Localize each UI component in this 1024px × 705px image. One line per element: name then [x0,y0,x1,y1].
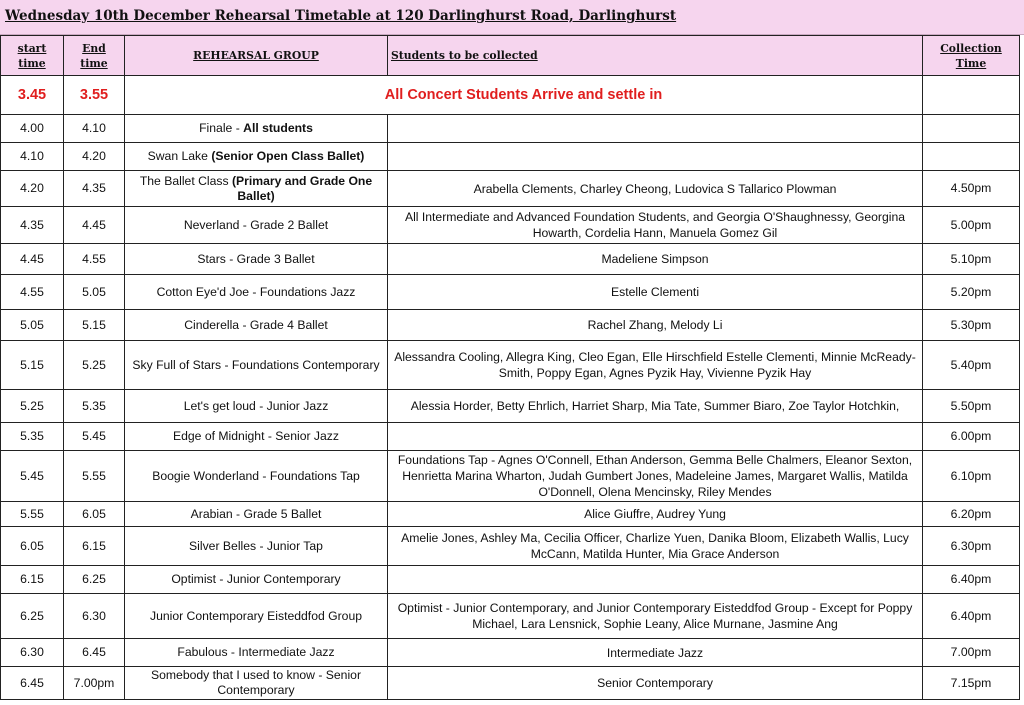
group-name: The Ballet Class [139,173,232,188]
group-qualifier: All students [243,121,313,135]
end-time-cell: 4.20 [64,143,125,171]
students-cell: Arabella Clements, Charley Cheong, Ludovica S Tallarico Plowman [388,171,923,207]
group-name: Silver Belles - Junior Tap [189,538,323,553]
end-time-cell: 3.55 [64,76,125,115]
students-cell: Amelie Jones, Ashley Ma, Cecilia Officer, Charlize Yuen, Danika Bloom, Elizabeth Wallis, Lucy McCann, Matilda Hunter, Mia Grace Anderson [388,527,923,566]
students-cell [388,423,923,451]
rehearsal-group-cell [125,275,388,310]
start-time-cell: 4.35 [1,207,64,244]
table-row [1,76,1020,115]
end-time-cell: 4.45 [64,207,125,244]
end-time-cell: 5.35 [64,390,125,423]
collection-time-cell: 5.10pm [923,244,1020,275]
start-time-cell: 4.20 [1,171,64,207]
header-collection-time: Collection Time [923,36,1020,76]
students-cell: Madeliene Simpson [388,244,923,275]
end-time-cell: 4.10 [64,115,125,143]
group-name: Somebody that I used to know - Senior Contemporary [150,668,361,697]
collection-time-cell: 6.40pm [923,594,1020,639]
table-row [1,143,1020,171]
students-cell: Alessandra Cooling, Allegra King, Cleo Egan, Elle Hirschfield Estelle Clementi, Minnie McReady-Smith, Poppy Egan, Agnes Pyzik Hay, Vivienne Pyzik Hay [388,341,923,390]
group-name: Swan Lake [147,149,212,163]
start-time-cell: 5.05 [1,310,64,341]
table-row [1,594,1020,639]
collection-time-cell [923,115,1020,143]
table-row [1,275,1020,310]
collection-time-cell: 6.30pm [923,527,1020,566]
end-time-cell: 4.55 [64,244,125,275]
group-qualifier: (Primary and Grade One Ballet) [231,173,373,203]
collection-time-cell: 5.40pm [923,341,1020,390]
group-name: Cinderella - Grade 4 Ballet [184,317,328,332]
start-time-cell: 5.35 [1,423,64,451]
end-time-cell: 7.00pm [64,667,125,700]
end-time-cell: 4.35 [64,171,125,207]
group-name: Finale - [199,121,244,135]
table-row [1,390,1020,423]
group-name: All Concert Students Arrive and settle in [384,86,663,103]
end-time-cell: 5.55 [64,451,125,502]
start-time-cell: 4.55 [1,275,64,310]
table-row [1,423,1020,451]
students-cell: Estelle Clementi [388,275,923,310]
rehearsal-group-cell [125,341,388,390]
group-name: Fabulous - Intermediate Jazz [177,645,335,659]
rehearsal-group-cell [125,143,388,171]
end-time-cell: 5.45 [64,423,125,451]
table-row [1,310,1020,341]
end-time-cell: 5.05 [64,275,125,310]
group-name: Let's get loud - Junior Jazz [183,398,329,413]
collection-time-cell: 6.40pm [923,566,1020,594]
table-row [1,451,1020,502]
rehearsal-group-cell [125,76,923,115]
page-title: Wednesday 10th December Rehearsal Timetable at 120 Darlinghurst Road, Darlinghurst [5,8,677,24]
start-time-cell: 4.45 [1,244,64,275]
end-time-cell: 6.30 [64,594,125,639]
rehearsal-group-cell [125,207,388,244]
collection-time-cell [923,143,1020,171]
header-end-time: End time [64,36,125,76]
students-cell: Alessia Horder, Betty Ehrlich, Harriet Sharp, Mia Tate, Summer Biaro, Zoe Taylor Hotchkin, [388,390,923,423]
start-time-cell: 6.45 [1,667,64,700]
collection-time-cell: 6.10pm [923,451,1020,502]
start-time-cell: 5.45 [1,451,64,502]
end-time-cell: 6.05 [64,502,125,527]
collection-time-cell: 4.50pm [923,171,1020,207]
rehearsal-group-cell [125,527,388,566]
table-row [1,115,1020,143]
students-cell: Optimist - Junior Contemporary, and Junior Contemporary Eisteddfod Group - Except for Poppy Michael, Lara Lensnick, Sophie Leany, Alice Murnane, Jasmine Ang [388,594,923,639]
students-cell: All Intermediate and Advanced Foundation Students, and Georgia O'Shaughnessy, Georgina Howarth, Cordelia Hann, Manuela Gomez Gil [388,207,923,244]
students-cell: Intermediate Jazz [388,639,923,667]
table-row [1,566,1020,594]
rehearsal-group-cell [125,594,388,639]
students-cell [388,143,923,171]
start-time-cell: 5.55 [1,502,64,527]
start-time-cell: 3.45 [1,76,64,115]
rehearsal-group-cell [125,310,388,341]
end-time-cell: 6.25 [64,566,125,594]
collection-time-cell: 6.00pm [923,423,1020,451]
header-start-time: start time [1,36,64,76]
rehearsal-group-cell [125,667,388,700]
start-time-cell: 6.30 [1,639,64,667]
header-rehearsal-group: REHEARSAL GROUP [125,36,388,76]
title-bar [0,0,1024,35]
end-time-cell: 6.15 [64,527,125,566]
collection-time-cell: 6.20pm [923,502,1020,527]
rehearsal-group-cell [125,566,388,594]
start-time-cell: 6.25 [1,594,64,639]
rehearsal-group-cell [125,423,388,451]
rehearsal-timetable [0,35,1020,700]
collection-time-cell: 7.15pm [923,667,1020,700]
table-row [1,171,1020,207]
rehearsal-group-cell [125,390,388,423]
rehearsal-group-cell [125,451,388,502]
rehearsal-group-cell [125,171,388,207]
collection-time-cell: 5.30pm [923,310,1020,341]
group-name: Sky Full of Stars - Foundations Contemporary [132,357,380,372]
table-row [1,502,1020,527]
collection-time-cell: 7.00pm [923,639,1020,667]
start-time-cell: 4.10 [1,143,64,171]
group-qualifier: (Senior Open Class Ballet) [211,149,365,163]
header-row [1,36,1020,76]
rehearsal-group-cell [125,244,388,275]
collection-time-cell: 5.00pm [923,207,1020,244]
end-time-cell: 6.45 [64,639,125,667]
start-time-cell: 5.15 [1,341,64,390]
students-cell: Foundations Tap - Agnes O'Connell, Ethan Anderson, Gemma Belle Chalmers, Eleanor Sexton, Henrietta Marina Wharton, Judah Gumbert Jones, Madeleine James, Margaret Wallis, Matilda O'Donnell, Olena Mencinsky, Riley Mendes [388,451,923,502]
students-cell [388,566,923,594]
group-name: Optimist - Junior Contemporary [171,572,341,586]
group-name: Neverland - Grade 2 Ballet [183,217,329,232]
table-row [1,527,1020,566]
end-time-cell: 5.25 [64,341,125,390]
students-cell: Alice Giuffre, Audrey Yung [388,502,923,527]
collection-time-cell: 5.20pm [923,275,1020,310]
students-cell: Senior Contemporary [388,667,923,700]
table-row [1,667,1020,700]
timetable-body [1,76,1020,700]
group-name: Arabian - Grade 5 Ballet [190,506,322,521]
rehearsal-group-cell [125,639,388,667]
header-students: Students to be collected [388,36,923,76]
group-name: Boogie Wonderland - Foundations Tap [152,468,360,483]
group-name: Junior Contemporary Eisteddfod Group [149,608,363,623]
start-time-cell: 6.05 [1,527,64,566]
start-time-cell: 4.00 [1,115,64,143]
group-name: Cotton Eye'd Joe - Foundations Jazz [156,284,356,299]
table-row [1,341,1020,390]
start-time-cell: 5.25 [1,390,64,423]
group-name: Edge of Midnight - Senior Jazz [173,429,339,443]
collection-time-cell: 5.50pm [923,390,1020,423]
table-row [1,244,1020,275]
students-cell: Rachel Zhang, Melody Li [388,310,923,341]
end-time-cell: 5.15 [64,310,125,341]
table-row [1,207,1020,244]
group-name: Stars - Grade 3 Ballet [197,251,315,266]
students-cell [388,115,923,143]
collection-time-cell [923,76,1020,115]
table-row [1,639,1020,667]
rehearsal-group-cell [125,115,388,143]
rehearsal-group-cell [125,502,388,527]
start-time-cell: 6.15 [1,566,64,594]
